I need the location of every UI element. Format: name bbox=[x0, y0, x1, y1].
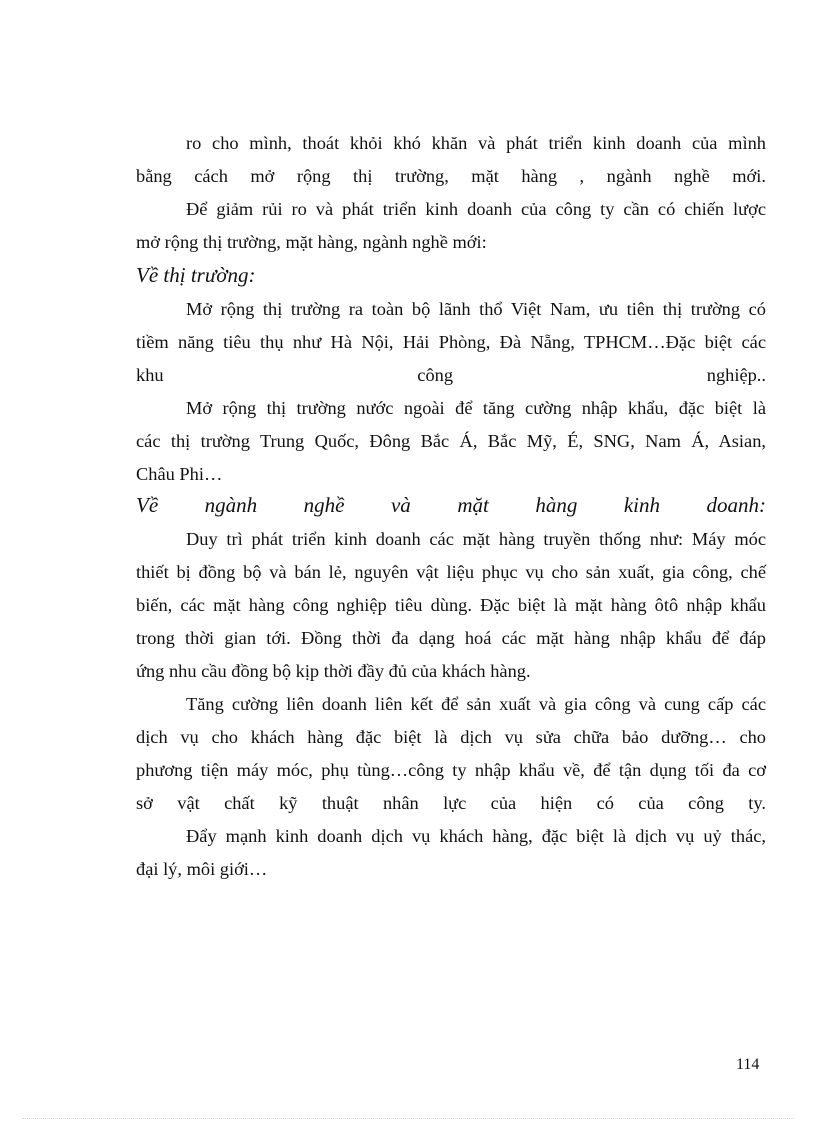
body-line: ứng nhu cầu đồng bộ kịp thời đầy đủ của khách hàng. bbox=[136, 661, 531, 681]
page-number: 114 bbox=[736, 1056, 760, 1073]
body-line: phương tiện máy móc, phụ tùng…công ty nhập khẩu về, để tận dụng tối đa cơ bbox=[136, 760, 766, 780]
section-heading-business: Về ngành nghề và mặt hàng kinh doanh: bbox=[136, 493, 766, 517]
body-line: Duy trì phát triển kinh doanh các mặt hàng truyền thống như: Máy móc bbox=[186, 529, 766, 549]
body-line: Đẩy mạnh kinh doanh dịch vụ khách hàng, đặc biệt là dịch vụ uỷ thác, bbox=[186, 826, 766, 846]
body-line: Mở rộng thị trường ra toàn bộ lãnh thổ Việt Nam, ưu tiên thị trường có bbox=[186, 299, 766, 319]
body-line: Mở rộng thị trường nước ngoài để tăng cường nhập khẩu, đặc biệt là bbox=[186, 398, 766, 418]
body-line: Tăng cường liên doanh liên kết để sản xuất và gia công và cung cấp các bbox=[186, 694, 766, 714]
body-line: ro cho mình, thoát khỏi khó khăn và phát triển kinh doanh của mình bbox=[186, 133, 766, 153]
body-line: khu công nghiệp.. bbox=[136, 365, 766, 385]
body-line: thiết bị đồng bộ và bán lẻ, nguyên vật liệu phục vụ cho sản xuất, gia công, chế bbox=[136, 562, 766, 582]
body-line: đại lý, môi giới… bbox=[136, 859, 268, 879]
body-line: tiềm năng tiêu thụ như Hà Nội, Hải Phòng, Đà Nẵng, TPHCM…Đặc biệt các bbox=[136, 332, 766, 352]
body-line: Châu Phi… bbox=[136, 464, 223, 484]
body-line: Để giảm rủi ro và phát triển kinh doanh của công ty cần có chiến lược bbox=[186, 199, 766, 219]
body-line: bằng cách mở rộng thị trường, mặt hàng , ngành nghề mới. bbox=[136, 166, 766, 186]
body-line: dịch vụ cho khách hàng đặc biệt là dịch vụ sửa chữa bảo dưỡng… cho bbox=[136, 727, 766, 747]
body-line: trong thời gian tới. Đồng thời đa dạng hoá các mặt hàng nhập khẩu để đáp bbox=[136, 628, 766, 648]
section-heading-market: Về thị trường: bbox=[136, 263, 256, 287]
body-line: mở rộng thị trường, mặt hàng, ngành nghề mới: bbox=[136, 232, 487, 252]
body-line: các thị trường Trung Quốc, Đông Bắc Á, Bắc Mỹ, É, SNG, Nam Á, Asian, bbox=[136, 431, 766, 451]
body-line: sở vật chất kỹ thuật nhân lực của hiện có của công ty. bbox=[136, 793, 766, 813]
page-bottom-rule bbox=[22, 1118, 794, 1119]
body-line: biến, các mặt hàng công nghiệp tiêu dùng. Đặc biệt là mặt hàng ôtô nhập khẩu bbox=[136, 595, 766, 615]
